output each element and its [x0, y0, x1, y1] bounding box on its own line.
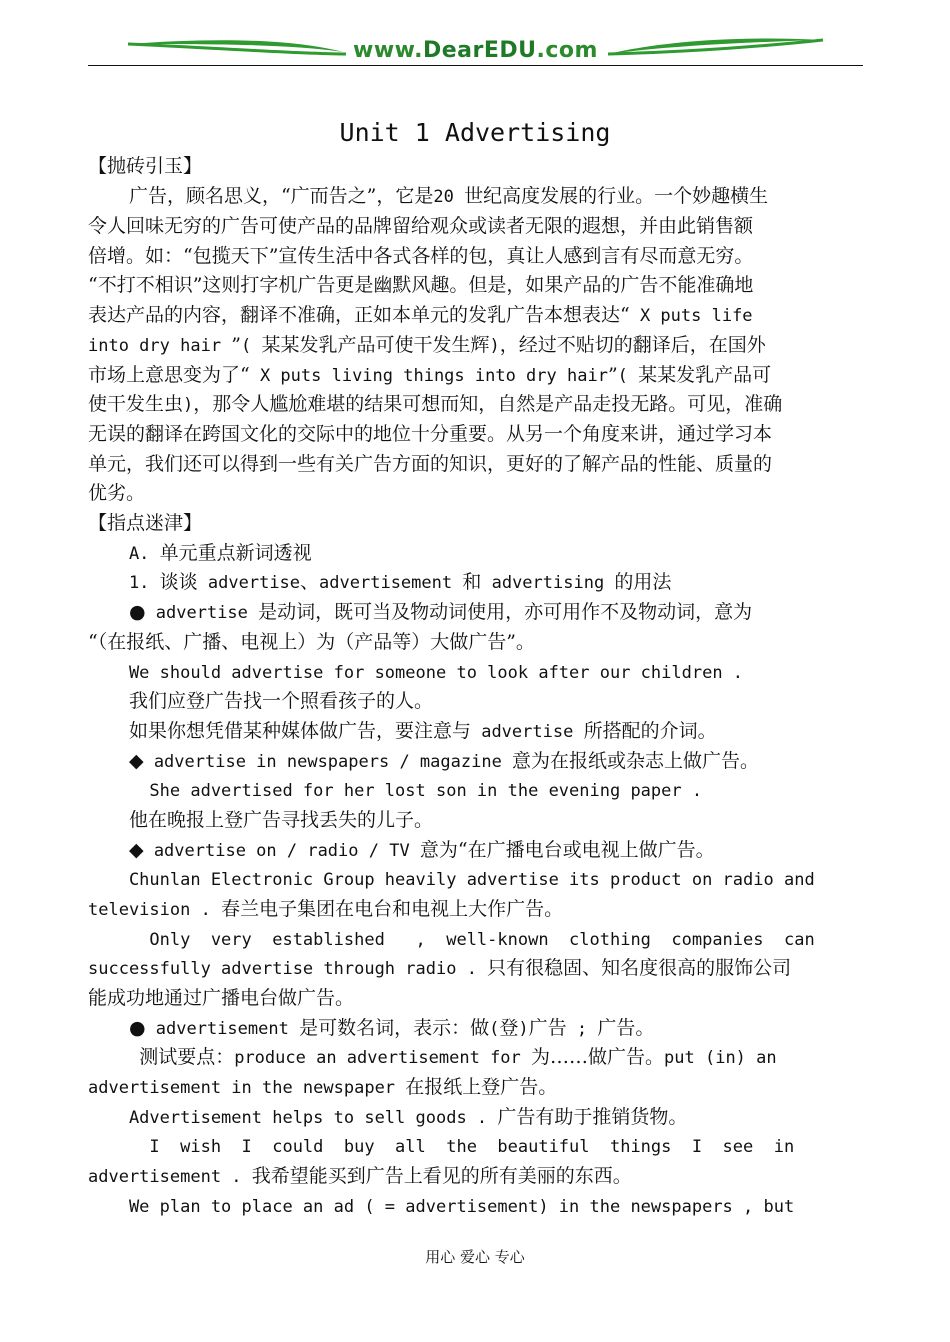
example-line: Only very established , well-known clothing companies can [88, 930, 815, 950]
section-heading: 【抛砖引玉】 [88, 155, 203, 177]
url-www: www. [353, 38, 423, 63]
section-heading: 【指点迷津】 [88, 512, 203, 534]
text-line: 市场上意思变为了“ X puts living things into dry hair”( 某某发乳产品可 [88, 364, 772, 386]
text-line: television . 春兰电子集团在电台和电视上大作广告。 [88, 898, 564, 920]
url-com: .com [536, 38, 598, 63]
text-line: ● advertisement 是可数名词，表示：做(登)广告 ; 广告。 [128, 1017, 655, 1039]
header-rule [88, 65, 863, 66]
text-line: “（在报纸、广播、电视上）为（产品等）大做广告”。 [88, 631, 535, 653]
text-line: 广告，顾名思义，“广而告之”，它是20 世纪高度发展的行业。一个妙趣横生 [128, 185, 769, 207]
url-edu: EDU [483, 38, 537, 63]
text-line: 能成功地通过广播电台做广告。 [88, 987, 355, 1009]
text-line: 无误的翻译在跨国文化的交际中的地位十分重要。从另一个角度来讲，通过学习本 [88, 423, 773, 445]
text-line: ● advertise 是动词，既可当及物动词使用，亦可用作不及物动词，意为 [128, 601, 753, 623]
example-line: Advertisement helps to sell goods . 广告有助于推销货物。 [88, 1106, 688, 1128]
example-line: We plan to place an ad ( = advertisement) in the newspapers , but [88, 1197, 795, 1217]
text-line: ◆ advertise on / radio / TV 意为“在广播电台或电视上做广告。 [128, 839, 715, 861]
text-line: 倍增。如：“包揽天下”宣传生活中各式各样的包，真让人感到言有尽而意无穷。 [88, 245, 754, 267]
text-line: 表达产品的内容，翻译不准确，正如本单元的发乳广告本想表达“ X puts life [88, 304, 753, 326]
text-line: 测试要点：produce an advertisement for 为……做广告。put (in) an [139, 1046, 777, 1068]
example-line: We should advertise for someone to look after our children . [88, 663, 744, 683]
text-line: 我们应登广告找一个照看孩子的人。 [128, 690, 433, 712]
text-line: 他在晚报上登广告寻找丢失的儿子。 [128, 809, 433, 831]
text-line: 单元，我们还可以得到一些有关广告方面的知识，更好的了解产品的性能、质量的 [88, 453, 773, 475]
page-header [88, 30, 863, 70]
text-line: 优劣。 [88, 482, 146, 504]
text-line: 令人回味无穷的广告可使产品的品牌留给观众或读者无限的遐想，并由此销售额 [88, 215, 754, 237]
text-line: advertisement in the newspaper 在报纸上登广告。 [88, 1076, 558, 1098]
example-line: She advertised for her lost son in the evening paper . [88, 781, 703, 801]
url-dear: Dear [422, 38, 484, 63]
site-url[interactable] [88, 38, 863, 63]
text-line: “不打不相识”这则打字机广告更是幽默风趣。但是，如果产品的广告不能准确地 [88, 274, 754, 296]
text-line: ◆ advertise in newspapers / magazine 意为在报纸或杂志上做广告。 [128, 750, 760, 772]
text-line: successfully advertise through radio . 只有很稳固、知名度很高的服饰公司 [88, 957, 792, 979]
example-line: I wish I could buy all the beautiful things I see in [88, 1137, 795, 1157]
page-title: Unit 1 Advertising [339, 118, 611, 147]
text-line: 1. 谈谈 advertise、advertisement 和 advertising 的用法 [88, 571, 672, 593]
text-line: 使干发生虫)，那令人尴尬难堪的结果可想而知，自然是产品走投无路。可见，准确 [88, 393, 783, 415]
text-line: A. 单元重点新词透视 [88, 542, 312, 564]
text-line: 如果你想凭借某种媒体做广告，要注意与 advertise 所搭配的介词。 [128, 720, 717, 742]
page-footer: 用心 爱心 专心 [425, 1248, 525, 1266]
text-line: advertisement . 我希望能买到广告上看见的所有美丽的东西。 [88, 1165, 632, 1187]
text-line: into dry hair ”( 某某发乳产品可使干发生辉)，经过不贴切的翻译后，在国外 [88, 334, 766, 356]
example-line: Chunlan Electronic Group heavily advertise its product on radio and [88, 870, 815, 890]
